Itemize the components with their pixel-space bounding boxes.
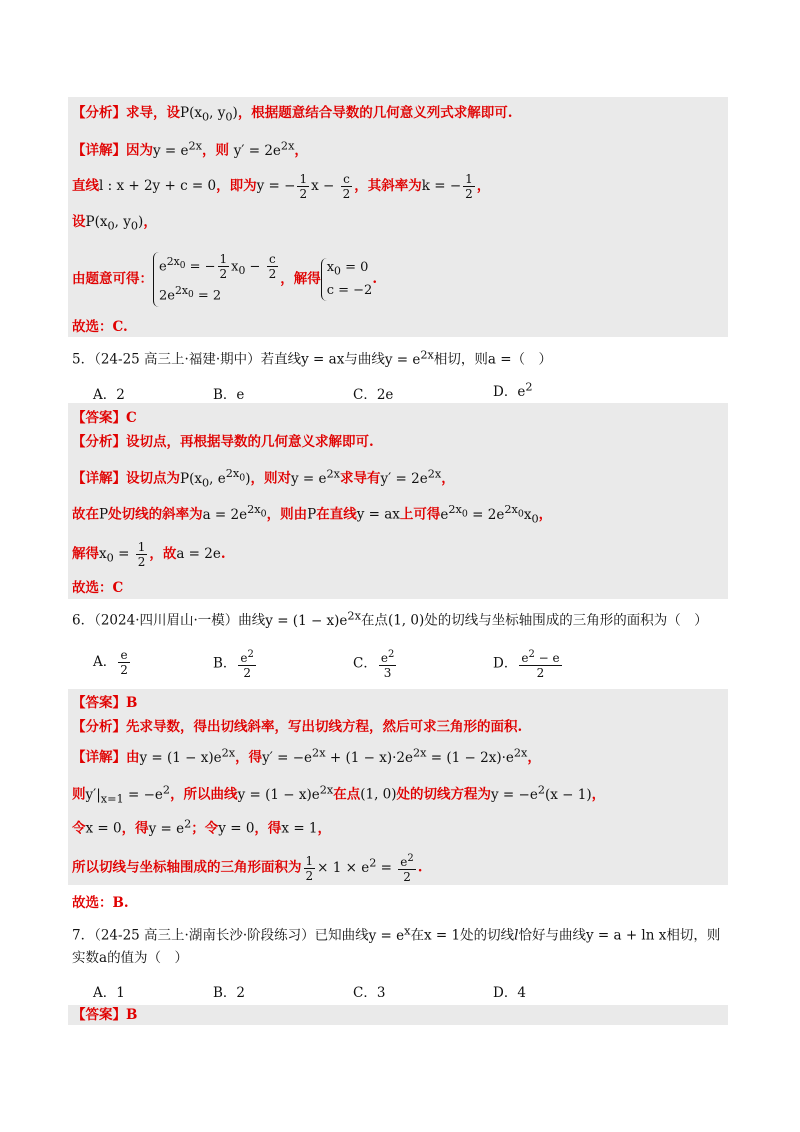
- q5-answer: 【答案】C: [72, 410, 137, 426]
- q7-stem-line-2: 实数a的值为（ ）: [72, 950, 189, 966]
- q5-detail-2: 故在P处切线的斜率为$a = 2e^{2x_0}$，则由P在直线y = ax上可得$e^{2x_0} = 2e^{2x_0}x_0$，: [72, 503, 553, 526]
- q7-option-a: A．1: [93, 985, 125, 1001]
- q6-detail-4: 所以切线与坐标轴围成的三角形面积为 $\frac{1}{2}$ × $1 \times e^2$ = $\frac{e^2}{2}$ .: [72, 853, 423, 884]
- q5-stem: 5．（24-25 高三上·福建·期中）若直线y = ax与曲线$y = e^{2x}$相切，则a =（ ）: [72, 348, 553, 368]
- q6-detail-1: 【详解】由$y = (1 - x)e^{2x}$，得$y' = -e^{2x} + (1 - x)\cdot 2e^{2x} = (1 - 2x)\cdot e^{2x}$，: [72, 746, 541, 766]
- q4-detail-1: 【详解】因为$y = e^{2x}$，则 $y' = 2e^{2x}$，: [72, 139, 308, 159]
- q5-option-b: B．e: [213, 387, 245, 403]
- q6-stem: 6．（2024·四川眉山·一模）曲线$y = (1 - x)e^{2x}$在点(1, 0)处的切线与坐标轴围成的三角形的面积为（ ）: [72, 609, 708, 629]
- q4-detail-4: 由题意可得：$e^{2x_0}$ = − $\frac{1}{2}$ $x_0$ − $\frac{c}{2}$ $2e^{2x_0} = 2$，解得$x_0 = 0$ c = −2.: [72, 252, 377, 302]
- q6-answer: 【答案】B: [72, 695, 138, 711]
- q7-option-c: C．3: [353, 985, 386, 1001]
- q5-option-a: A．2: [93, 387, 125, 403]
- q7-stem-line-1: 7．（24-25 高三上·湖南长沙·阶段练习）已知曲线$y = e^x$在x = 1处的切线l恰好与曲线y = a + ln x相切，则: [72, 924, 721, 944]
- q5-detail-3: 解得$x_0$ = $\frac{1}{2}$ ，故a = 2e.: [72, 540, 226, 569]
- q4-analysis: 【分析】求导，设$P(x_0$, $y_0$)，根据题意结合导数的几何意义列式求解即可.: [72, 105, 513, 124]
- q6-option-a: A． $\frac{e}{2}$: [93, 648, 128, 677]
- q7-answer: 【答案】B: [72, 1007, 138, 1023]
- q4-detail-3: 设$P(x_0$, $y_0$)，: [72, 214, 157, 233]
- q5-option-d: D．$e^2$: [493, 380, 533, 400]
- q7-answer-box: [68, 1005, 728, 1025]
- q6-option-d: D． $\frac{e^2 - e}{2}$: [493, 649, 560, 680]
- q4-choice: 故选：C.: [72, 319, 128, 335]
- q6-detail-2: 则$y'|_{x=1} = -e^2$，所以曲线$y = (1 - x)e^{2x}$在点(1, 0)处的切线方程为$y = -e^2(x - 1)$，: [72, 783, 606, 806]
- q4-detail-2: 直线l : x + 2y + c = 0，即为y = − $\frac{1}{2}$ x − $\frac{c}{2}$ ，其斜率为k = − $\frac{1}{2}$ ，: [72, 172, 491, 201]
- q5-choice: 故选：C: [72, 580, 124, 596]
- q6-choice: 故选：B.: [72, 895, 129, 911]
- q6-analysis: 【分析】先求导数，得出切线斜率，写出切线方程，然后可求三角形的面积.: [72, 719, 523, 735]
- q5-detail-1: 【详解】设切点为$P(x_0$, $e^{2x_0}$)，则对$y = e^{2x}$求导有$y' = 2e^{2x}$，: [72, 467, 455, 490]
- q5-option-c: C．2e: [353, 387, 394, 403]
- q5-analysis: 【分析】设切点，再根据导数的几何意义求解即可.: [72, 434, 374, 450]
- q7-option-b: B．2: [213, 985, 246, 1001]
- q7-option-d: D．4: [493, 985, 526, 1001]
- q6-option-b: B． $\frac{e^2}{2}$: [213, 649, 254, 680]
- q6-detail-3: 令x = 0，得$y = e^2$；令y = 0，得x = 1，: [72, 817, 332, 837]
- q6-option-c: C． $\frac{e^2}{3}$: [353, 649, 395, 680]
